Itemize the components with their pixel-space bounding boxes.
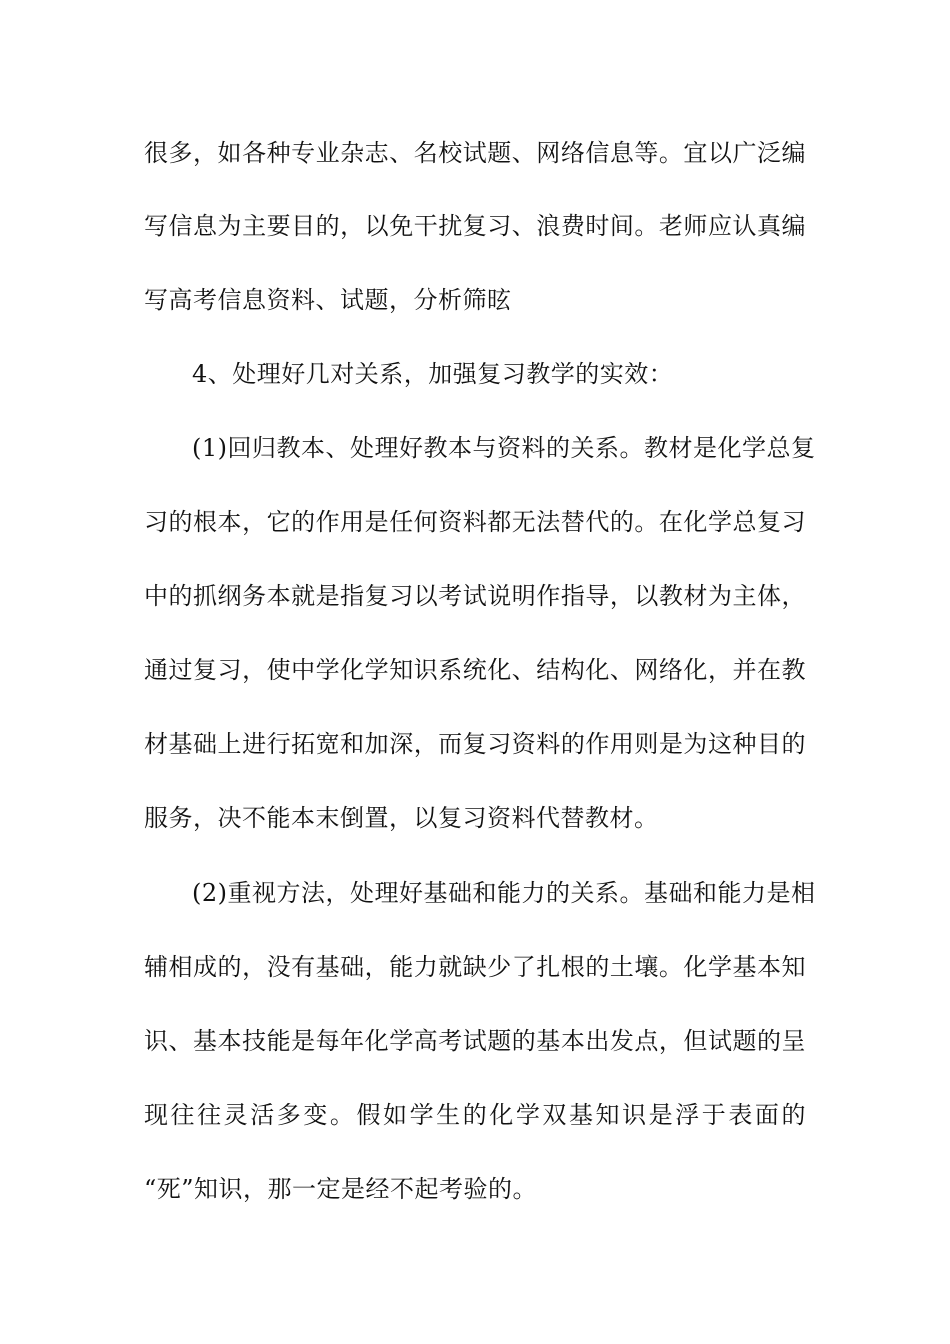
text-line: “死”知识，那一定是经不起考验的。 [144, 1175, 538, 1203]
text-line: 中的抓纲务本就是指复习以考试说明作指导，以教材为主体， [144, 582, 806, 610]
text-line: (2)重视方法，处理好基础和能力的关系。基础和能力是相 [192, 879, 816, 907]
text-line: 识、基本技能是每年化学高考试题的基本出发点，但试题的呈 [144, 1027, 806, 1055]
text-line: 写信息为主要目的，以免干扰复习、浪费时间。老师应认真编 [144, 212, 806, 240]
text-line: 通过复习，使中学化学知识系统化、结构化、网络化，并在教 [144, 656, 806, 684]
text-line: 服务，决不能本末倒置，以复习资料代替教材。 [144, 804, 659, 832]
text-line: 现往往灵活多变。假如学生的化学双基知识是浮于表面的 [144, 1101, 806, 1129]
text-line: 习的根本，它的作用是任何资料都无法替代的。在化学总复习 [144, 508, 806, 536]
text-line: (1)回归教本、处理好教本与资料的关系。教材是化学总复 [192, 434, 816, 462]
section-heading: 4、处理好几对关系，加强复习教学的实效： [192, 360, 674, 388]
text-line: 很多，如各种专业杂志、名校试题、网络信息等。宜以广泛编 [144, 139, 806, 167]
text-line: 辅相成的，没有基础，能力就缺少了扎根的土壤。化学基本知 [144, 953, 806, 981]
text-line: 写高考信息资料、试题，分析筛昡 [144, 286, 512, 314]
text-line: 材基础上进行拓宽和加深，而复习资料的作用则是为这种目的 [144, 730, 806, 758]
